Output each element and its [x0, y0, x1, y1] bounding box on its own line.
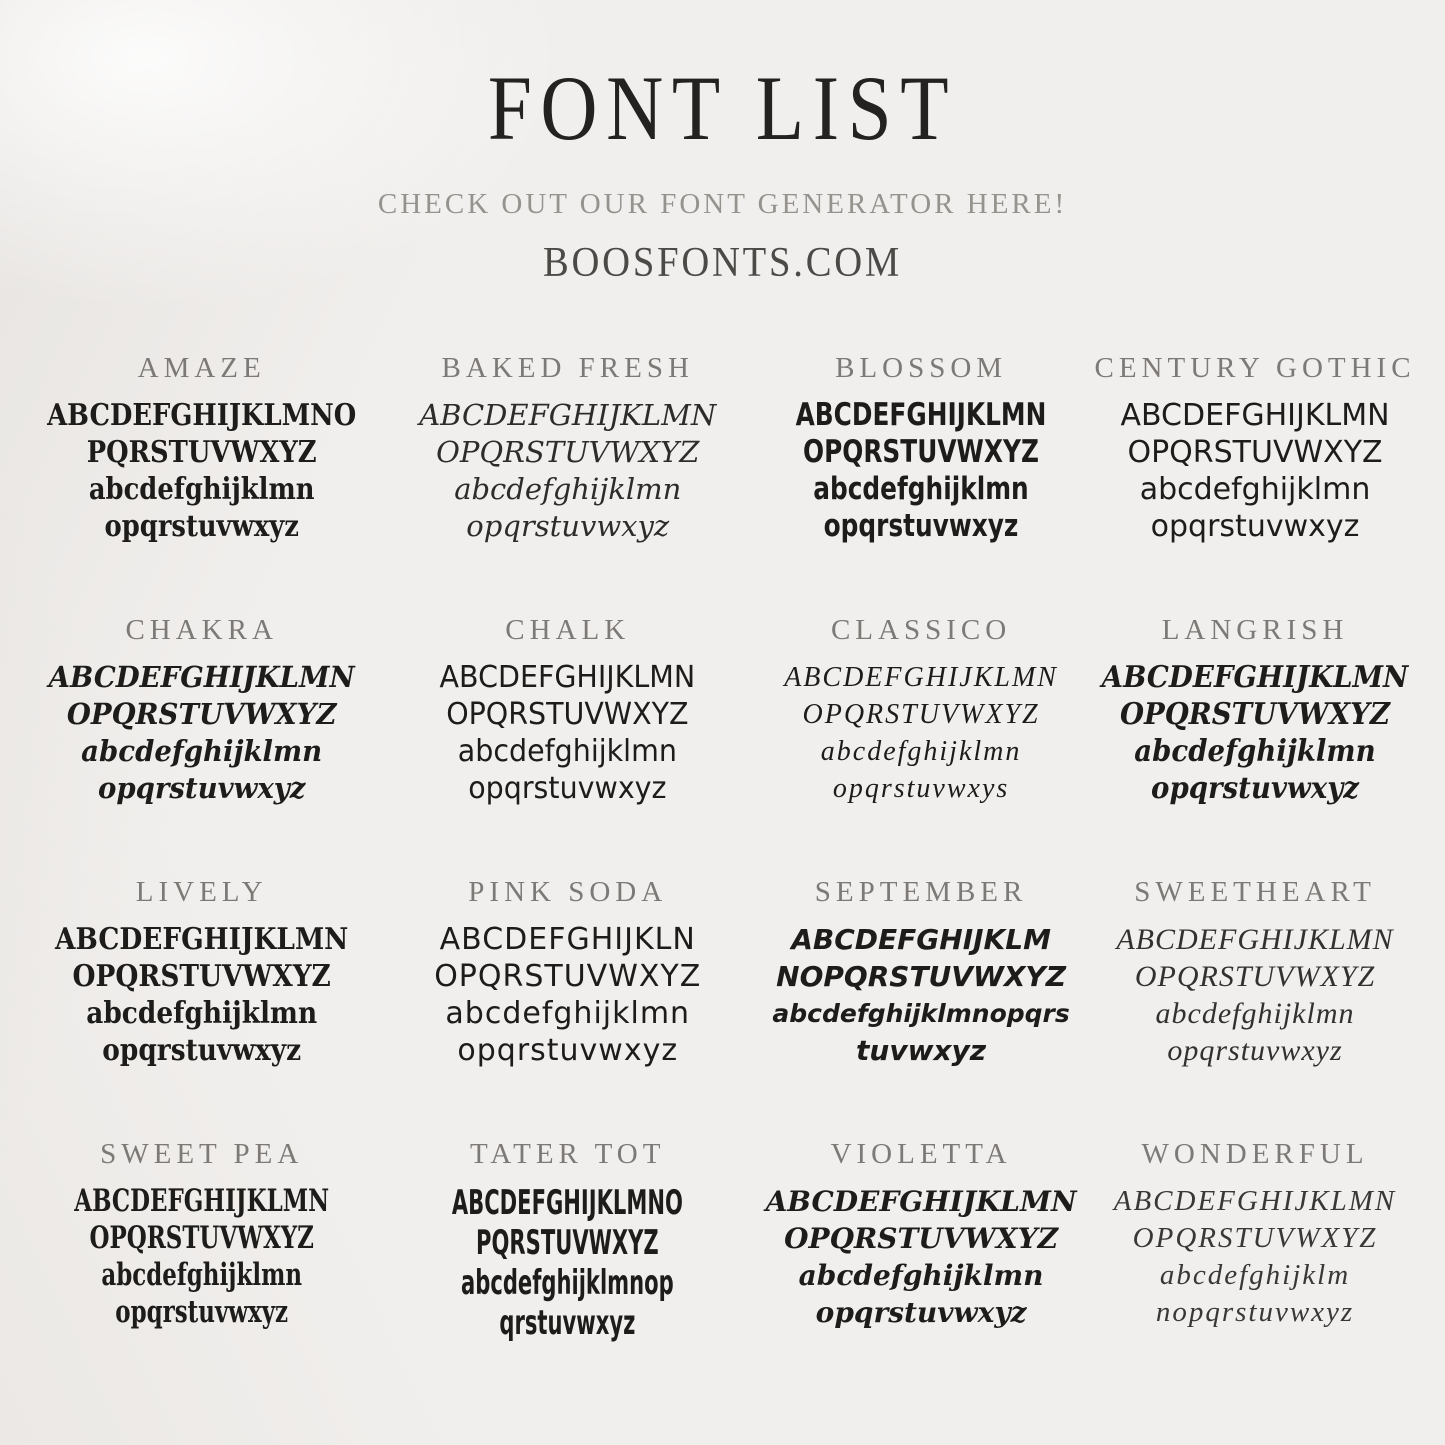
sample-lowercase-line-2: qrstuvwxyz — [499, 1303, 636, 1343]
sample-uppercase-line-1: ABCDEFGHIJKLN — [439, 922, 696, 957]
sample-lowercase-line-2: nopqrstuvwxyz — [1155, 1296, 1355, 1328]
font-card — [1088, 340, 1422, 602]
sample-uppercase-line-1: ABCDEFGHIJKLMN — [765, 1185, 1077, 1218]
sample-uppercase-line-1: ABCDEFGHIJKLMN — [784, 662, 1058, 693]
font-sample — [1088, 659, 1422, 807]
font-sample — [754, 397, 1088, 545]
sample-uppercase-line-2: OPQRSTUVWXYZ — [1127, 435, 1383, 470]
font-sample — [1088, 921, 1422, 1069]
sample-uppercase-line-2: OPQRSTUVWXYZ — [436, 435, 700, 469]
font-sample — [754, 659, 1088, 807]
sample-uppercase-line-2: OPQRSTUVWXYZ — [1120, 697, 1391, 732]
page-title: FONT LIST — [487, 57, 958, 159]
sample-lowercase-line-2: opqrstuvwxyz — [1151, 771, 1359, 806]
font-card — [1088, 602, 1422, 864]
sample-uppercase-line-1: ABCDEFGHIJKLMN — [795, 397, 1047, 433]
font-name: AMAZE — [137, 352, 266, 384]
sample-uppercase-line-1: ABCDEFGHIJKLMN — [439, 660, 696, 695]
font-grid — [22, 340, 1422, 1388]
font-sample — [381, 1183, 754, 1343]
font-name: BLOSSOM — [835, 352, 1008, 384]
font-name: CENTURY GOTHIC — [1094, 352, 1416, 384]
font-name: SWEETHEART — [1134, 876, 1376, 908]
sample-lowercase-line-1: abcdefghijklmn — [813, 471, 1029, 507]
header — [0, 57, 1445, 287]
font-sample — [22, 659, 381, 807]
sample-lowercase-line-2: opqrstuvwxyz — [1150, 509, 1360, 544]
font-name: CLASSICO — [830, 614, 1012, 646]
font-name: CHALK — [505, 614, 631, 646]
font-name: PINK SODA — [468, 876, 668, 908]
sample-uppercase-line-2: NOPQRSTUVWXYZ — [776, 960, 1066, 993]
sample-lowercase-line-1: abcdefghijklmn — [81, 734, 323, 768]
font-card — [754, 864, 1088, 1126]
sample-lowercase-line-2: tuvwxyz — [856, 1034, 987, 1067]
sample-uppercase-line-1: ABCDEFGHIJKLMN — [1101, 660, 1409, 695]
sample-lowercase-line-1: abcdefghijklmn — [454, 472, 682, 506]
font-card — [22, 602, 381, 864]
sample-lowercase-line-1: abcdefghijklmn — [88, 472, 315, 507]
sample-lowercase-line-1: abcdefghijklmn — [458, 734, 678, 769]
font-name: SWEET PEA — [100, 1138, 304, 1170]
sample-uppercase-line-2: OPQRSTUVWXYZ — [802, 699, 1040, 730]
font-card — [22, 1126, 381, 1388]
sample-lowercase-line-2: opqrstuvwxys — [832, 773, 1010, 804]
font-sample — [22, 1183, 381, 1331]
sample-lowercase-line-2: opqrstuvwxyz — [823, 508, 1019, 544]
sample-lowercase-line-1: abcdefghijklmn — [1155, 997, 1355, 1030]
font-generator-callout: CHECK OUT OUR FONT GENERATOR HERE! — [377, 188, 1068, 220]
sample-uppercase-line-1: ABCDEFGHIJKLMN — [1113, 1185, 1397, 1217]
sample-lowercase-line-2: opqrstuvwxyz — [457, 1033, 679, 1068]
font-name: WONDERFUL — [1141, 1138, 1369, 1170]
sample-lowercase-line-2: opqrstuvwxyz — [1167, 1034, 1343, 1067]
sample-uppercase-line-1: ABCDEFGHIJKLMNO — [47, 398, 357, 433]
website-url: BOOSFONTS.COM — [542, 240, 903, 286]
font-sample — [381, 921, 754, 1069]
sample-uppercase-line-2: PQRSTUVWXYZ — [476, 1223, 660, 1263]
font-sample — [754, 921, 1088, 1069]
sample-uppercase-line-1: ABCDEFGHIJKLMN — [48, 660, 355, 694]
sample-uppercase-line-1: ABCDEFGHIJKLMN — [419, 398, 717, 432]
sample-uppercase-line-1: ABCDEFGHIJKLM — [791, 923, 1051, 956]
sample-uppercase-line-2: OPQRSTUVWXYZ — [72, 959, 331, 994]
font-card — [381, 864, 754, 1126]
sample-lowercase-line-1: abcdefghijklmn — [820, 736, 1022, 767]
font-card — [381, 340, 754, 602]
sample-uppercase-line-2: OPQRSTUVWXYZ — [446, 697, 689, 732]
font-card — [381, 602, 754, 864]
sample-uppercase-line-2: PQRSTUVWXYZ — [86, 435, 317, 470]
sample-uppercase-line-1: ABCDEFGHIJKLMN — [1116, 923, 1394, 956]
sample-uppercase-line-2: OPQRSTUVWXYZ — [803, 434, 1040, 470]
font-card — [22, 864, 381, 1126]
sample-lowercase-line-2: opqrstuvwxyz — [815, 1296, 1027, 1329]
sample-lowercase-line-1: abcdefghijklmn — [1134, 734, 1376, 769]
font-card — [22, 340, 381, 602]
font-sample — [381, 397, 754, 545]
sample-lowercase-line-2: opqrstuvwxyz — [466, 509, 670, 543]
sample-uppercase-line-1: ABCDEFGHIJKLMNO — [452, 1183, 684, 1223]
sample-lowercase-line-1: abcdefghijklmn — [86, 996, 318, 1031]
sample-uppercase-line-2: OPQRSTUVWXYZ — [1132, 1222, 1378, 1254]
sample-uppercase-line-1: ABCDEFGHIJKLMN — [55, 922, 349, 957]
sample-lowercase-line-1: abcdefghijklmn — [101, 1257, 303, 1293]
font-sample — [381, 659, 754, 807]
font-card — [754, 340, 1088, 602]
sample-uppercase-line-2: OPQRSTUVWXYZ — [89, 1220, 314, 1256]
font-card — [1088, 1126, 1422, 1388]
sample-uppercase-line-2: OPQRSTUVWXYZ — [66, 697, 337, 731]
sample-lowercase-line-1: abcdefghijklmnop — [461, 1263, 675, 1303]
sample-uppercase-line-2: OPQRSTUVWXYZ — [434, 959, 702, 994]
font-sample — [22, 397, 381, 545]
sample-lowercase-line-1: abcdefghijklmn — [445, 996, 691, 1031]
sample-lowercase-line-2: opqrstuvwxyz — [102, 1033, 302, 1068]
font-card — [381, 1126, 754, 1388]
sample-lowercase-line-1: abcdefghijklm — [1159, 1259, 1351, 1291]
font-sample — [754, 1183, 1088, 1331]
font-name: LANGRISH — [1161, 614, 1349, 646]
sample-uppercase-line-1: ABCDEFGHIJKLMN — [74, 1183, 330, 1219]
sample-lowercase-line-2: opqrstuvwxyz — [468, 771, 667, 806]
font-card — [754, 1126, 1088, 1388]
sample-lowercase-line-2: opqrstuvwxyz — [97, 771, 306, 805]
sample-uppercase-line-2: OPQRSTUVWXYZ — [1134, 960, 1376, 993]
font-name: VIOLETTA — [830, 1138, 1012, 1170]
font-sample — [22, 921, 381, 1069]
sample-lowercase-line-1: abcdefghijklmnopqrs — [772, 999, 1070, 1028]
font-card — [754, 602, 1088, 864]
font-sample — [1088, 397, 1422, 545]
sample-lowercase-line-1: abcdefghijklmn — [1139, 472, 1371, 507]
font-name: SEPTEMBER — [814, 876, 1028, 908]
font-name: BAKED FRESH — [441, 352, 694, 384]
sample-uppercase-line-1: ABCDEFGHIJKLMN — [1120, 398, 1390, 433]
font-name: LIVELY — [135, 876, 268, 908]
sample-lowercase-line-2: opqrstuvwxyz — [104, 509, 299, 544]
font-card — [1088, 864, 1422, 1126]
sample-lowercase-line-1: abcdefghijklmn — [798, 1259, 1044, 1292]
font-sample — [1088, 1183, 1422, 1331]
font-name: TATER TOT — [470, 1138, 666, 1170]
font-name: CHAKRA — [125, 614, 278, 646]
sample-lowercase-line-2: opqrstuvwxyz — [115, 1294, 289, 1330]
sample-uppercase-line-2: OPQRSTUVWXYZ — [784, 1222, 1059, 1255]
